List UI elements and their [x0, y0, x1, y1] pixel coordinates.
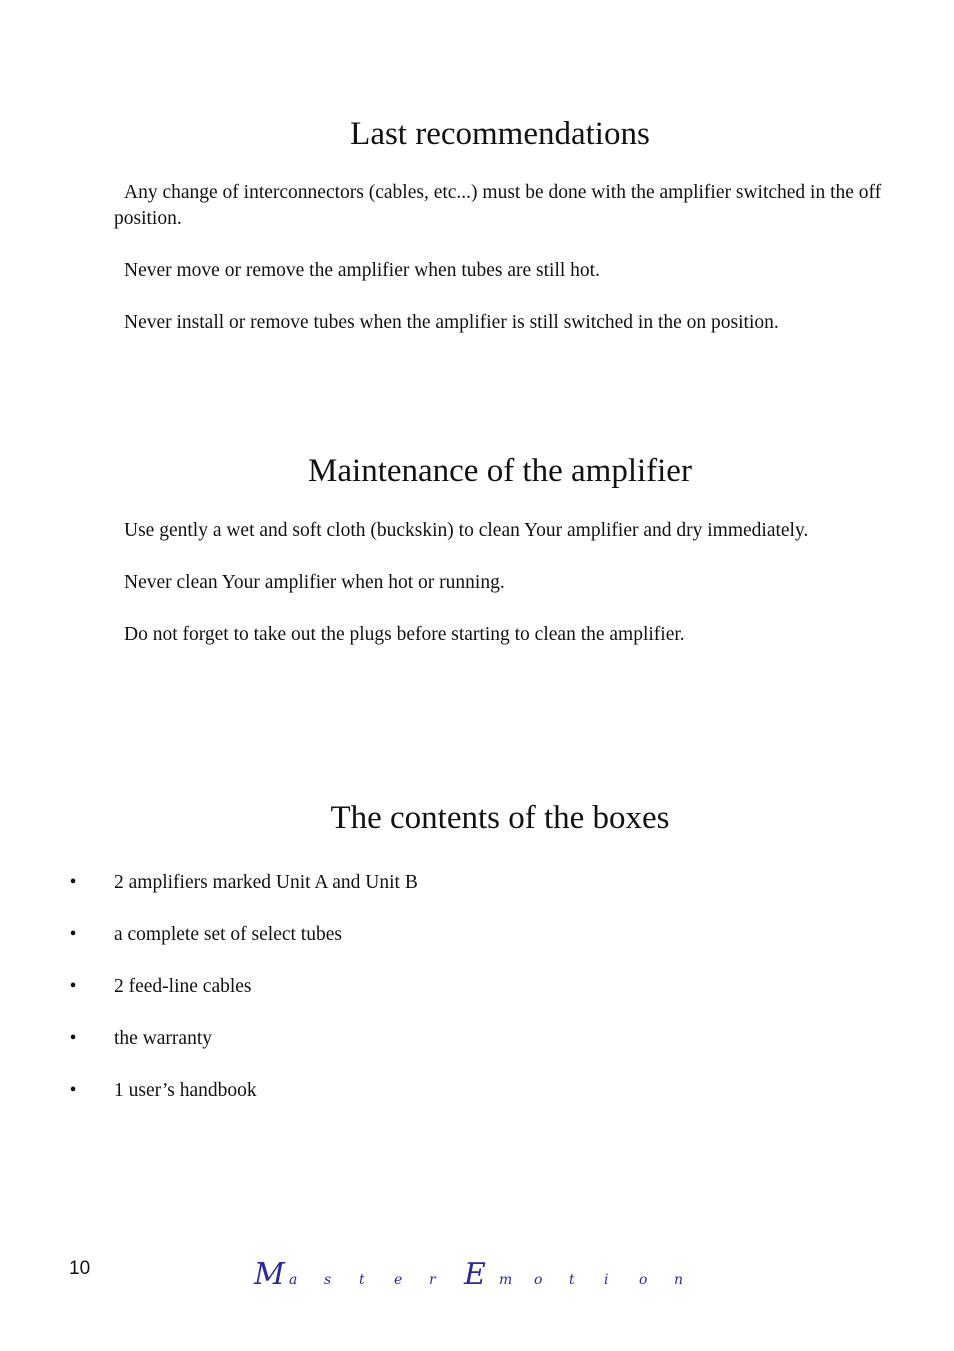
paragraph-never-clean-hot: Never clean Your amplifier when hot or running.	[124, 572, 505, 593]
brand-letter: t	[359, 1272, 365, 1288]
list-item-text: a complete set of select tubes	[114, 924, 342, 945]
paragraph-take-out-plugs: Do not forget to take out the plugs before starting to clean the amplifier.	[124, 624, 685, 645]
bullet-icon: •	[69, 1080, 77, 1101]
list-item-text: 1 user’s handbook	[114, 1080, 257, 1101]
page-number: 10	[69, 1258, 91, 1279]
bullet-icon: •	[69, 1028, 77, 1049]
brand-letter: a	[289, 1272, 298, 1288]
list-item-text: 2 feed-line cables	[114, 976, 252, 997]
paragraph-install-tubes: Never install or remove tubes when the amplifier is still switched in the on position.	[124, 312, 779, 333]
brand-letter: o	[639, 1272, 648, 1288]
section-title-maintenance: Maintenance of the amplifier	[308, 453, 692, 489]
brand-letter: e	[394, 1272, 403, 1288]
brand-letter: i	[604, 1272, 609, 1288]
brand-letter: t	[569, 1272, 575, 1288]
brand-letter: m	[499, 1272, 513, 1288]
paragraph-clean-cloth: Use gently a wet and soft cloth (buckskin) to clean Your amplifier and dry immediately.	[124, 520, 809, 541]
brand-logo	[250, 1256, 690, 1296]
list-item-text: the warranty	[114, 1028, 212, 1049]
brand-letter: s	[324, 1272, 332, 1288]
brand-letter: E	[464, 1257, 486, 1292]
list-item-text: 2 amplifiers marked Unit A and Unit B	[114, 872, 418, 893]
brand-letter: M	[254, 1257, 285, 1292]
brand-letter: o	[534, 1272, 543, 1288]
brand-letter: n	[674, 1272, 684, 1288]
paragraph-interconnectors: Any change of interconnectors (cables, etc...) must be done with the amplifier switched in the off position.	[114, 182, 882, 229]
brand-letter: r	[429, 1272, 436, 1288]
bullet-icon: •	[69, 976, 77, 997]
brand-logo-icon	[250, 1256, 690, 1296]
section-title-last-recommendations: Last recommendations	[350, 116, 650, 152]
bullet-icon: •	[69, 872, 77, 893]
section-title-box-contents: The contents of the boxes	[330, 800, 670, 836]
bullet-icon: •	[69, 924, 77, 945]
paragraph-move-remove: Never move or remove the amplifier when tubes are still hot.	[124, 260, 600, 281]
